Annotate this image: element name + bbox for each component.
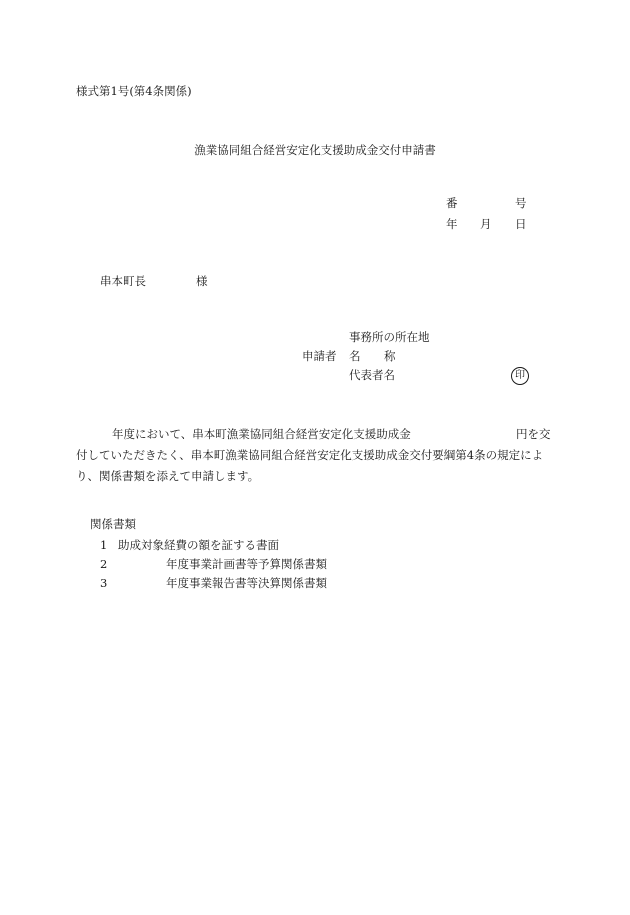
related-documents-title: 関係書類 xyxy=(90,517,136,531)
name-label-part1: 名 xyxy=(349,349,361,363)
body-yen-text: 円を交 xyxy=(516,427,551,441)
office-address-label: 事務所の所在地 xyxy=(349,330,430,344)
applicant-label: 申請者 xyxy=(302,349,337,363)
seal-icon: 印 xyxy=(511,367,529,385)
date-day: 日 xyxy=(515,217,527,231)
form-number: 様式第1号(第4条関係) xyxy=(76,84,192,98)
date-year: 年 xyxy=(446,217,458,231)
addressee-honorific: 様 xyxy=(196,274,208,288)
doc-item-text: 年度事業報告書等決算関係書類 xyxy=(166,576,327,590)
body-line-2: 付していただきたく、串本町漁業協同組合経営安定化支援助成金交付要綱第4条の規定によ xyxy=(76,448,544,462)
body-line-3: り、関係書類を添えて申請します。 xyxy=(76,469,260,483)
date-month: 月 xyxy=(480,217,492,231)
body-line-1-text: 年度において、串本町漁業協同組合経営安定化支援助成金 xyxy=(112,427,411,441)
doc-item-number: 2 xyxy=(100,557,108,571)
body-line-1 xyxy=(76,424,556,445)
doc-item-text: 助成対象経費の額を証する書面 xyxy=(118,538,279,552)
application-body xyxy=(76,424,556,487)
doc-item-number: 3 xyxy=(100,576,108,590)
number-suffix: 号 xyxy=(515,196,527,210)
doc-item-text: 年度事業計画書等予算関係書類 xyxy=(166,557,327,571)
name-label-part2: 称 xyxy=(384,349,396,363)
document-title: 漁業協同組合経営安定化支援助成金交付申請書 xyxy=(194,143,436,157)
number-label: 番 xyxy=(446,196,458,210)
doc-item-number: 1 xyxy=(100,538,108,552)
representative-label: 代表者名 xyxy=(349,368,395,382)
addressee-name: 串本町長 xyxy=(100,274,146,288)
